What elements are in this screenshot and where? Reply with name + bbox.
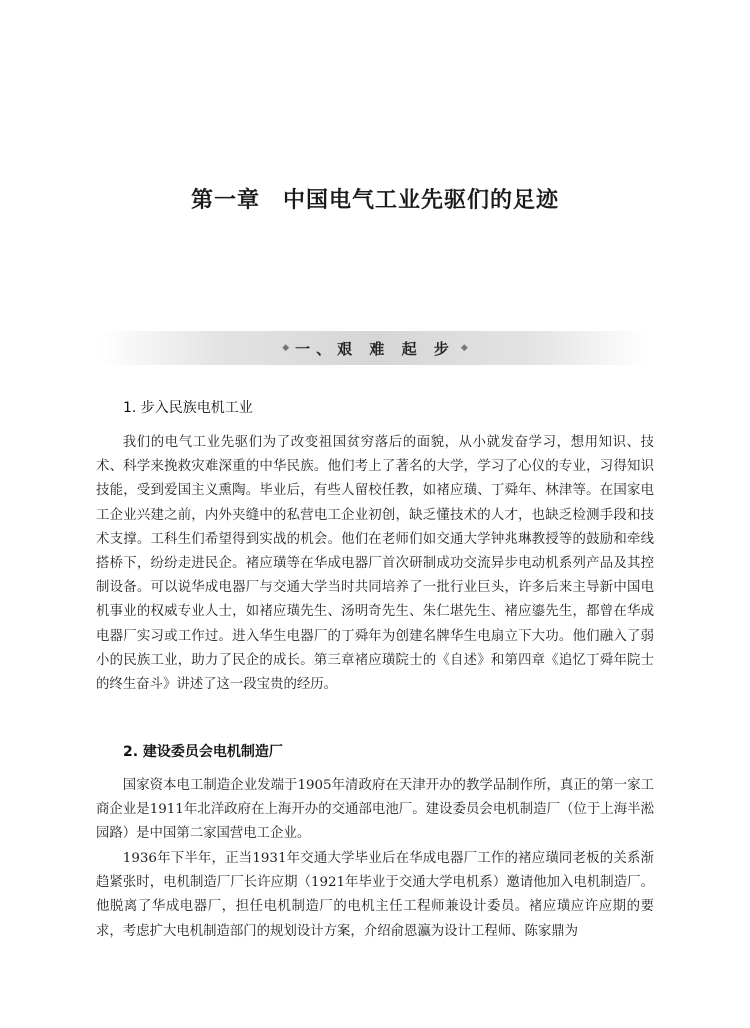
chapter-title: 第一章 中国电气工业先驱们的足迹 — [190, 187, 559, 213]
subsection-heading-2: 2. 建设委员会电机制造厂 — [123, 744, 283, 760]
paragraph: 我们的电气工业先驱们为了改变祖国贫穷落后的面貌，从小就发奋学习，想用知识、技术、科学来挽救灾难深重的中华民族。他们考上了著名的大学，学习了心仪的专业，习得知识技能，受到爱国主义熏陶。毕业后，有些人留校任教，如褚应璜、丁舜年、林津等。在国家电工企业兴建之前，内外夹缝中的私营电工企业初创，缺乏懂技术的人才，也缺乏检测手段和技术支撑。工科生们希望得到实战的机会。他们在老师们如交通大学钟兆琳教授等的鼓励和牵线搭桥下，纷纷走进民企。褚应璜等在华成电器厂首次研制成功交流异步电动机系列产品及其控制设备。可以说华成电器厂与交通大学当时共同培养了一批行业巨头，许多后来主导新中国电机事业的权威专业人士，如褚应璜先生、汤明奇先生、朱仁堪先生、褚应鎏先生，都曾在华成电器厂实习或工作过。进入华生电器厂的丁舜年为创建名牌华生电扇立下大功。他们融入了弱小的民族工业，助力了民企的成长。第三章褚应璜院士的《自述》和第四章《追忆丁舜年院士的终生奋斗》讲述了这一段宝贵的经历。 — [96, 435, 654, 693]
ornament-left-icon: ◆ — [282, 343, 290, 353]
section-title: 一、艰 难 起 步 — [295, 339, 455, 358]
paragraph: 国家资本电工制造企业发端于1905年清政府在天津开办的教学品制作所，真正的第一家工商企业是1911年北洋政府在上海开办的交通部电池厂。建设委员会电机制造厂（位于上海半淞园路）是中国第二家国营电工企业。 — [96, 778, 654, 842]
ornament-right-icon: ◆ — [460, 343, 468, 353]
paragraph: 1936年下半年，正当1931年交通大学毕业后在华成电器厂工作的褚应璜同老板的关系渐趋紧张时，电机制造厂厂长许应期（1921年毕业于交通大学电机系）邀请他加入电机制造厂。他脱离了华成电器厂，担任电机制造厂的电机主任工程师兼设计委员。褚应璜应许应期的要求，考虑扩大电机制造部门的规划设计方案，介绍俞恩瀛为设计工程师、陈家鼎为 — [96, 851, 654, 939]
subsection-heading-1: 1. 步入民族电机工业 — [123, 400, 253, 416]
section-banner — [100, 331, 650, 365]
